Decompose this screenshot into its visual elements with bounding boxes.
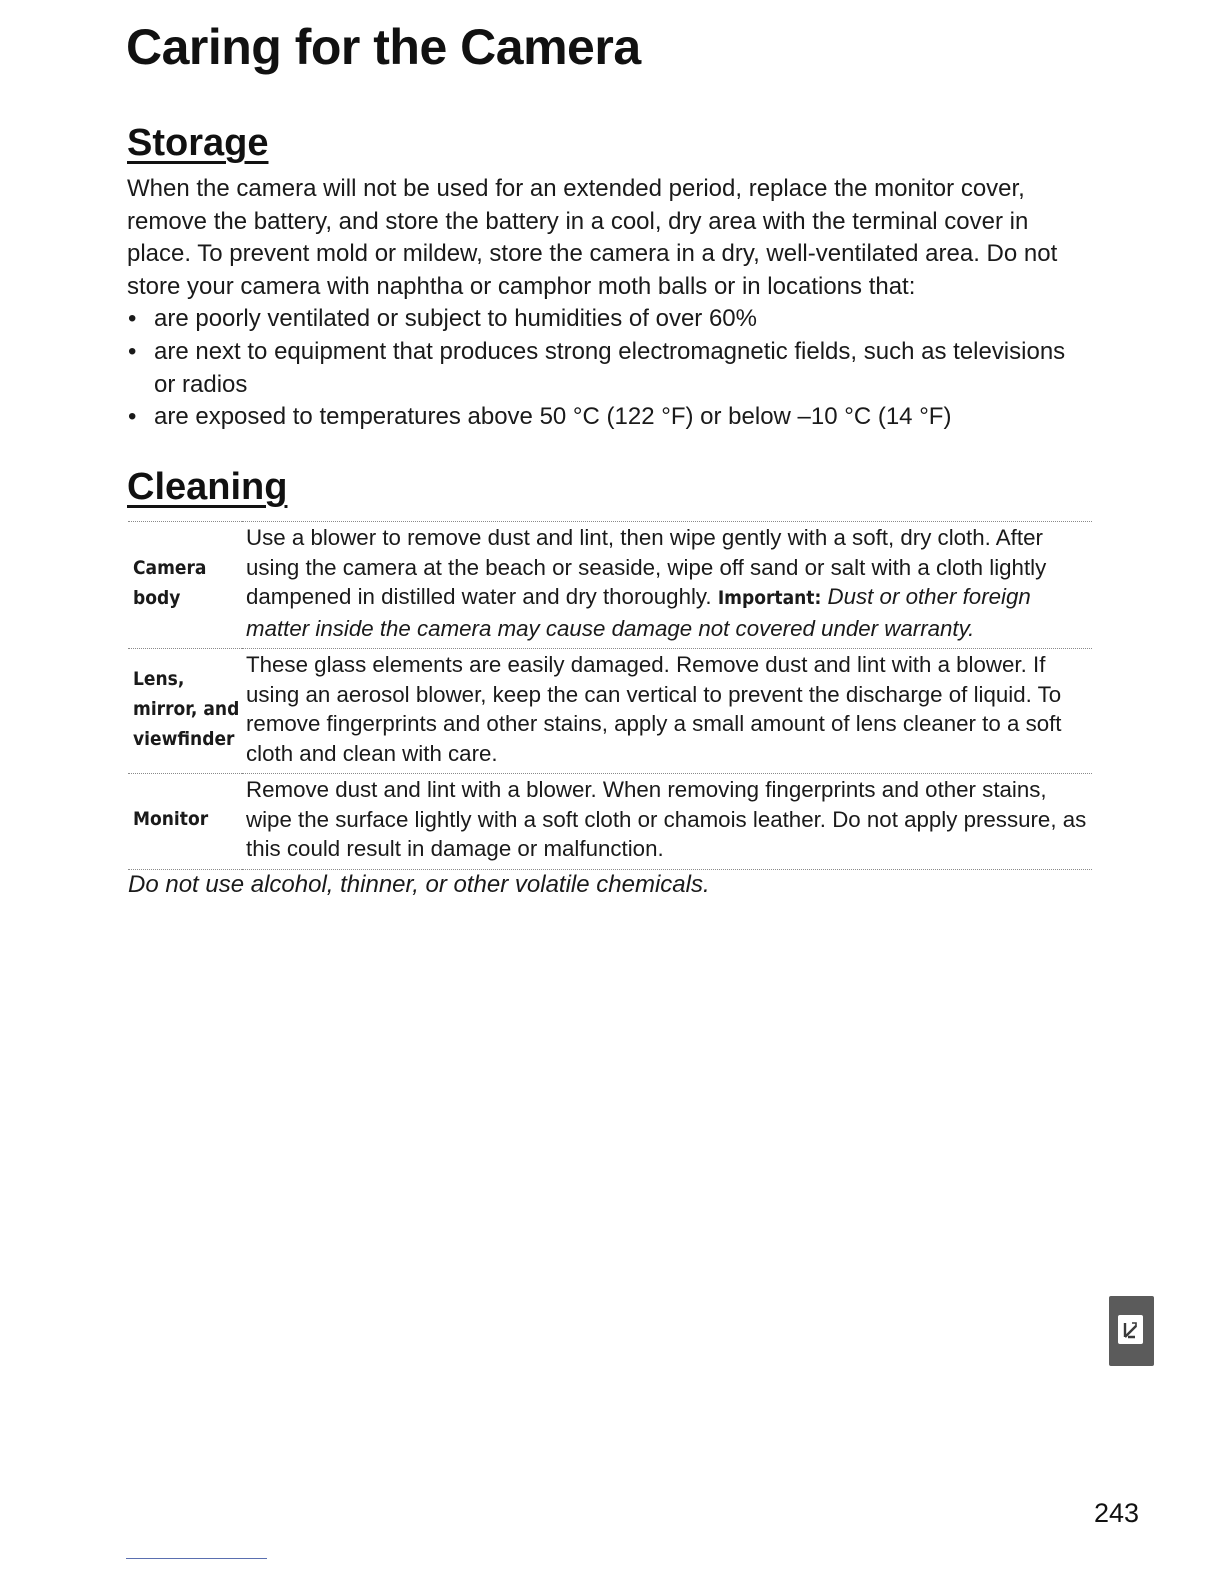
row-text: Use a blower to remove dust and lint, then wipe gently with a soft, dry cloth. After using the camera at the beach or seaside, wipe off sand or salt with a cloth lightly dampened in distilled water and dry thoroughly.	[246, 525, 1047, 609]
row-description	[242, 522, 1092, 649]
cleaning-heading: Cleaning	[127, 466, 288, 508]
table-row	[128, 649, 1092, 774]
storage-section	[127, 173, 1092, 434]
page-title: Caring for the Camera	[126, 19, 641, 75]
storage-heading: Storage	[127, 122, 269, 164]
table-row	[128, 774, 1092, 870]
notes-icon	[1118, 1315, 1143, 1344]
storage-intro: When the camera will not be used for an extended period, replace the monitor cover, remove the battery, and store the battery in a cool, dry area with the terminal cover in place. To prevent mold or mildew, store the camera in a dry, well-ventilated area. Do not store your camera with naphtha or camphor moth balls or in locations that:	[127, 175, 1058, 300]
row-description: These glass elements are easily damaged. Remove dust and lint with a blower. If using an aerosol blower, keep the can vertical to prevent the discharge of liquid. To remove fingerprints and other stains, apply a small amount of lens cleaner to a soft cloth and clean with care.	[242, 649, 1092, 774]
list-item: • are poorly ventilated or subject to humidities of over 60%	[127, 303, 1092, 336]
page-number: 243	[1094, 1498, 1140, 1528]
cleaning-table	[128, 521, 1092, 870]
important-label: Important:	[717, 587, 822, 609]
row-description: Remove dust and lint with a blower. When removing fingerprints and other stains, wipe the surface lightly with a soft cloth or chamois leather. Do not apply pressure, as this could result in damage or malfunction.	[242, 774, 1092, 870]
table-row	[128, 522, 1092, 649]
list-item: • are next to equipment that produces strong electromagnetic fields, such as televisions or radios	[127, 336, 1092, 401]
section-side-tab	[1109, 1296, 1154, 1366]
footer-rule	[126, 1558, 267, 1559]
row-label: Camera body	[128, 522, 242, 649]
row-label: Monitor	[128, 774, 242, 870]
important-text: Dust or other foreign matter inside the camera may cause damage not covered under warranty.	[246, 584, 1031, 641]
list-item: • are exposed to temperatures above 50 °C (122 °F) or below –10 °C (14 °F)	[127, 401, 1092, 434]
row-label: Lens, mirror, and viewfinder	[128, 649, 242, 774]
storage-list	[127, 303, 1092, 433]
cleaning-note: Do not use alcohol, thinner, or other volatile chemicals.	[128, 871, 710, 898]
